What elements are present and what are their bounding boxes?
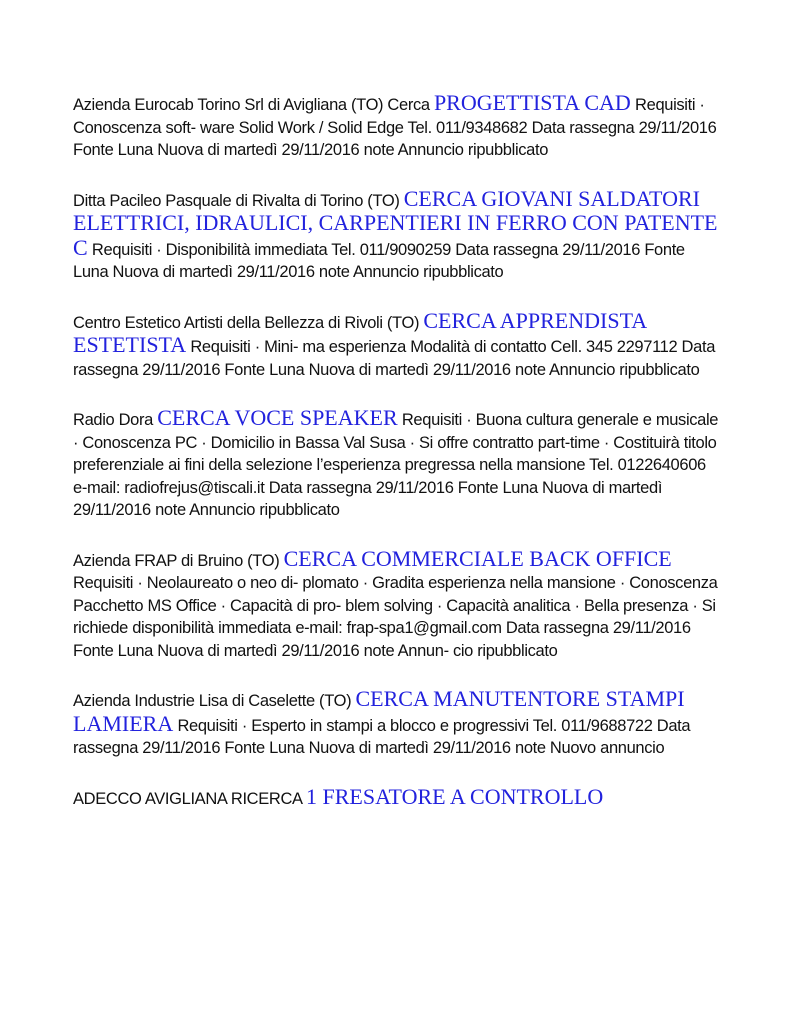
job-listing: [73, 92, 723, 162]
job-listing: [73, 185, 723, 284]
listing-title: PROGETTISTA CAD: [433, 90, 631, 115]
job-listing: [73, 783, 723, 811]
document-page: [73, 92, 723, 836]
listing-title: CERCA COMMERCIALE BACK OFFICE: [283, 545, 672, 571]
listing-details: Requisiti · Mini- ma esperienza Modalità di contatto Cell. 345 2297112 Data rassegna 29/11/2016 Fonte Luna Nuova di martedì 29/11/2016 note Annuncio ripubblicato: [73, 338, 716, 379]
job-listing: [73, 407, 723, 522]
listing-details: Requisiti · Buona cultura generale e musicale · Conoscenza PC · Domicilio in Bassa Val Susa · Si offre contratto part-time · Costituirà titolo preferenziale ai fini della selezione l’esperienza pregressa nella mansione Tel. 0122640606 e-mail: radiofrejus@tiscali.it Data rassegna 29/11/2016 Fonte Luna Nuova di martedì 29/11/2016 note Annuncio ripubblicato: [73, 411, 719, 519]
listing-company: Ditta Pacileo Pasquale di Rivalta di Torino (TO): [73, 191, 400, 210]
listing-title: 1 FRESATORE A CONTROLLO: [306, 783, 604, 809]
listing-details: Requisiti · Disponibilità immediata Tel. 011/9090259 Data rassegna 29/11/2016 Fonte Luna Nuova di martedì 29/11/2016 note Annuncio ripubblicato: [73, 240, 685, 281]
listing-company: Azienda FRAP di Bruino (TO): [73, 551, 280, 570]
listing-company: Radio Dora: [73, 411, 153, 429]
listing-company: Centro Estetico Artisti della Bellezza di Rivoli (TO): [73, 313, 420, 332]
listing-title: CERCA VOCE SPEAKER: [157, 405, 398, 430]
listing-company: Azienda Eurocab Torino Srl di Avigliana (TO) Cerca: [73, 96, 430, 114]
listing-company: Azienda Industrie Lisa di Caselette (TO): [73, 692, 352, 710]
listing-title: CERCA GIOVANI SALDATORI ELETTRICI, IDRAULICI, CARPENTIERI IN FERRO CON PATENTE C: [73, 185, 718, 260]
listing-company: ADECCO AVIGLIANA RICERCA: [73, 789, 302, 808]
job-listing: [73, 545, 723, 663]
listing-title: CERCA APPRENDISTA ESTETISTA: [73, 307, 646, 357]
job-listing: [73, 688, 723, 760]
listing-details: Requisiti · Esperto in stampi a blocco e progressivi Tel. 011/9688722 Data rassegna 29/11/2016 Fonte Luna Nuova di martedì 29/11/2016 note Nuovo annuncio: [73, 716, 691, 757]
listing-details: Requisiti · Neolaureato o neo di- plomato · Gradita esperienza nella mansione · Conoscenza Pacchetto MS Office · Capacità di pro- blem solving · Capacità analitica · Bella presenza · Si richiede disponibilità immediata e-mail: frap-spa1@gmail.com Data rassegna 29/11/2016 Fonte Luna Nuova di martedì 29/11/2016 note Annun- cio ripubblicato: [73, 574, 718, 660]
job-listing: [73, 307, 723, 382]
listing-details: Requisiti · Conoscenza soft- ware Solid Work / Solid Edge Tel. 011/9348682 Data rassegna 29/11/2016 Fonte Luna Nuova di martedì 29/11/2016 note Annuncio ripubblicato: [73, 96, 717, 159]
listing-title: CERCA MANUTENTORE STAMPI LAMIERA: [73, 686, 685, 736]
